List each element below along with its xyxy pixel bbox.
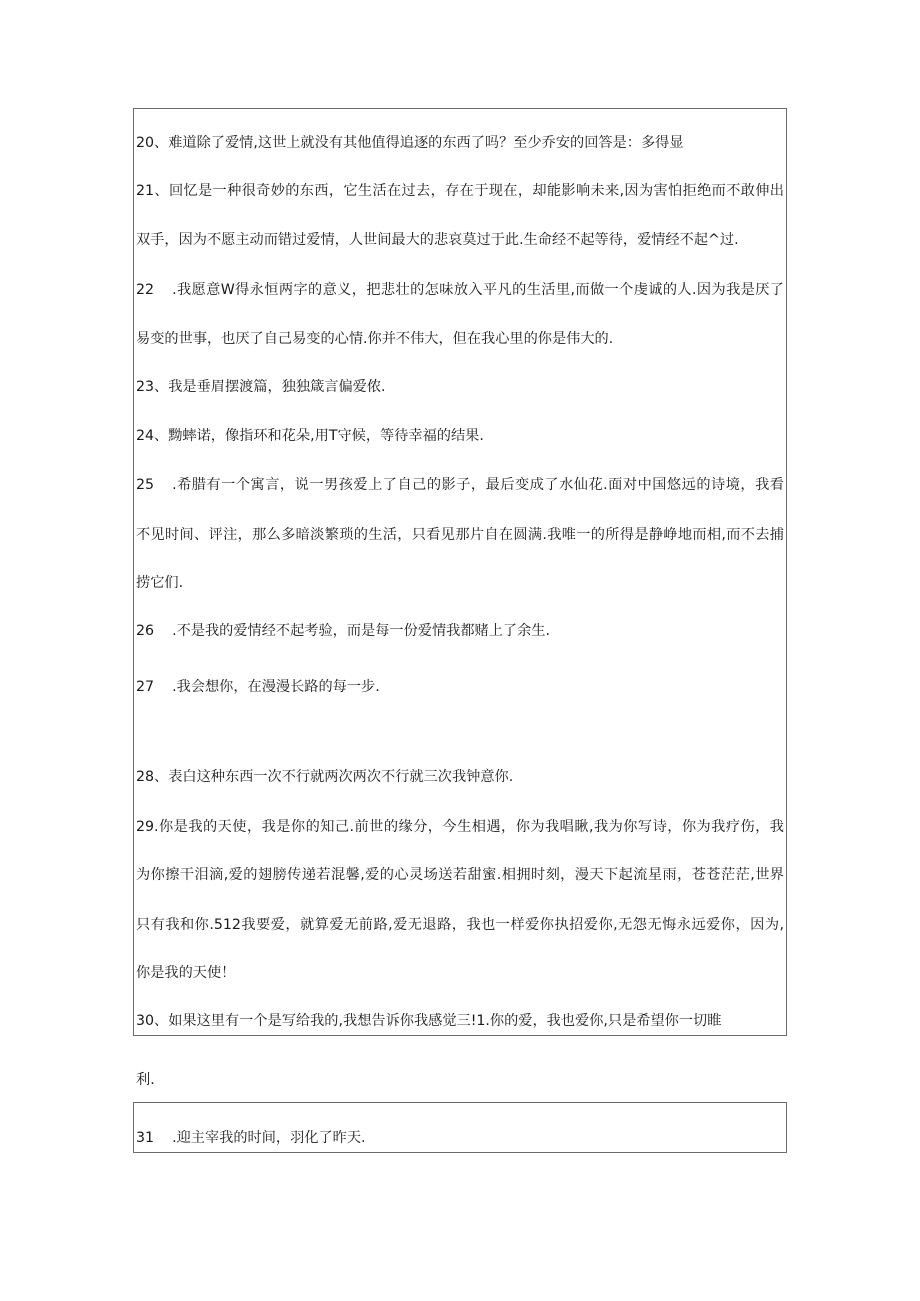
text-line-29: 29.你是我的天使，我是你的知己.前世的缘分，今生相遇，你为我唱瞅,我为你写诗，你为我疗伤，我 <box>136 819 784 835</box>
text-line-27: 27 .我会想你，在漫漫长路的每一步. <box>136 679 380 695</box>
text-line-24: 24、黝蟀诺，像指环和花朵,用T守候，等待幸福的结果. <box>136 428 484 444</box>
text-line-29-cont-1: 为你擦干泪滴,爱的翅膀传递若混馨,爱的心灵场送若甜蜜.相拥时刻，漫天下起流星雨，苍苍茫茫,世界 <box>136 867 784 883</box>
text-line-29-cont-2: 只有我和你.512我要爱，就算爱无前路,爱无退路，我也一样爱你执招爱你,无怨无悔永远爱你，因为, <box>136 917 784 933</box>
text-line-25-cont: 不见时间、评注，那么多暗淡繁琐的生活，只看见那片自在圆满.我唯一的所得是静峥地而相,而不去捕 <box>136 527 784 543</box>
text-line-25-end: 捞它们. <box>136 575 184 591</box>
text-line-29-end: 你是我的天使！ <box>136 965 236 981</box>
text-line-21-cont: 双手，因为不愿主动而错过爱情，人世间最大的悲哀莫过于此.生命经不起等待，爱情经不起^过. <box>136 232 739 248</box>
text-line-30-continuation: 利. <box>136 1072 155 1088</box>
text-line-31: 31 .迎主宰我的时间，羽化了昨天. <box>136 1130 366 1146</box>
text-line-25: 25 .希腊有一个寓言，说一男孩爱上了自己的影子，最后变成了水仙花.面对中国悠远的诗境，我看 <box>136 477 784 493</box>
text-line-28: 28、表白这种东西一次不行就两次两次不行就三次我钟意你. <box>136 769 514 785</box>
text-line-26: 26 .不是我的爱情经不起考验，而是每一份爱情我都赌上了余生. <box>136 623 550 639</box>
text-line-22-cont: 易变的世事，也厌了自己易变的心情.你并不伟大，但在我心里的你是伟大的. <box>136 331 614 347</box>
text-line-22: 22 .我愿意W得永恒两字的意义，把悲壮的怎味放入平凡的生活里,而做一个虔诚的人.因为我是厌了 <box>136 282 784 298</box>
text-line-23: 23、我是垂眉摆渡篇，独独箴言偏爱侬. <box>136 379 386 395</box>
text-line-21: 21、回忆是一种很奇妙的东西，它生活在过去，存在于现在，却能影响未来,因为害怕拒绝而不敢伸出 <box>136 183 784 199</box>
text-line-20: 20、难道除了爱情,这世上就没有其他值得追逐的东西了吗？至少乔安的回答是：多得显 <box>136 135 684 151</box>
text-line-30: 30、如果这里有一个是写给我的,我想告诉你我感觉三!1.你的爱，我也爱你,只是希望你一切睢 <box>136 1013 722 1029</box>
